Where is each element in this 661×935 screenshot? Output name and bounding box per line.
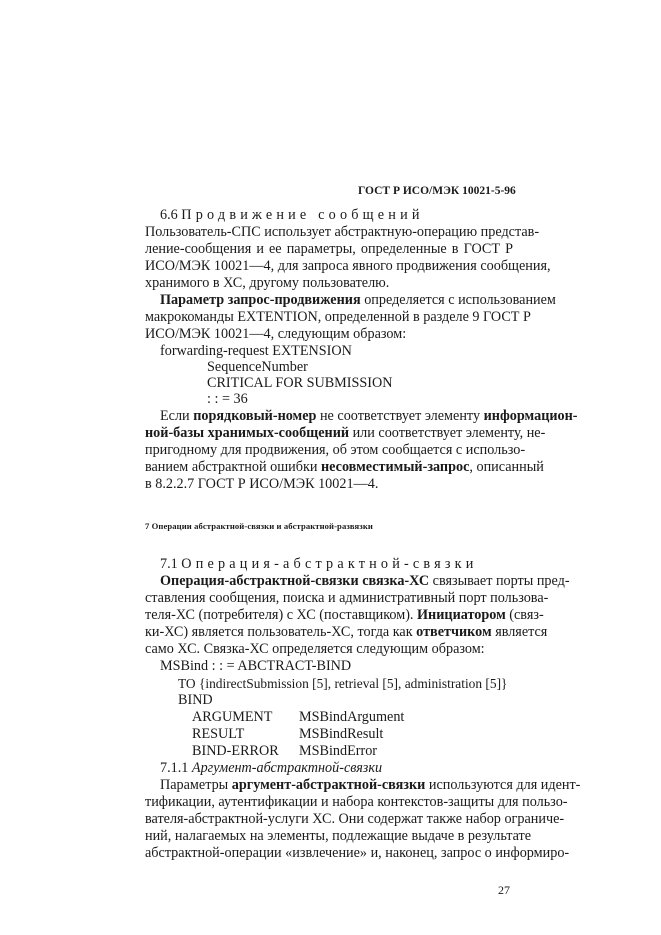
paragraph-line: Пользователь-СПС использует абстрактную-операцию представ- [145, 224, 540, 240]
paragraph-line: ной-базы хранимых-сообщений или соответствует элементу, не- [145, 425, 546, 441]
paragraph-line: Параметры аргумент-абстрактной-связки используются для идент- [160, 777, 581, 793]
paragraph-line: пригодному для продвижения, об этом сообщается с использо- [145, 442, 526, 458]
section-7-heading: 7 Операции абстрактной-связки и абстрактной-развязки [145, 521, 373, 531]
paragraph-line: абстрактной-операции «извлечение» и, наконец, запрос о информиро- [145, 845, 570, 861]
subsection-7-1-1-heading: 7.1.1 Аргумент-абстрактной-связки [160, 760, 383, 776]
section-7-1-heading: 7.1 Операция-абстрактной-связки [160, 556, 478, 572]
page-number: 27 [498, 883, 510, 897]
code-line: RESULT [192, 726, 245, 742]
paragraph-line: ИСО/МЭК 10021—4, следующим образом: [145, 326, 407, 342]
code-line: MSBindArgument [299, 709, 405, 725]
paragraph-line: тификации, аутентификации и набора контекстов-защиты для пользо- [145, 794, 568, 810]
code-line: : : = 36 [207, 391, 248, 407]
paragraph-line: ний, налагаемых на элементы, подлежащие выдаче в результате [145, 828, 532, 844]
code-line: BIND-ERROR [192, 743, 279, 759]
code-line: CRITICAL FOR SUBMISSION [207, 375, 393, 391]
code-line: ARGUMENT [192, 709, 273, 725]
paragraph-line: хранимого в ХС, другому пользователю. [145, 275, 390, 291]
paragraph-line: вателя-абстрактной-услуги ХС. Они содержат также набор ограниче- [145, 811, 565, 827]
code-line: BIND [178, 692, 213, 708]
paragraph-line: Операция-абстрактной-связки связка-ХС связывает порты пред- [160, 573, 570, 589]
code-line: TO {indirectSubmission [5], retrieval [5], administration [5]} [178, 676, 508, 691]
paragraph-line: Если порядковый-номер не соответствует элементу информацион- [160, 408, 578, 424]
paragraph-line: ки-ХС) является пользователь-ХС, тогда как ответчиком является [145, 624, 548, 640]
paragraph-line: ление-сообщения и ее параметры, определенные в ГОСТ Р [145, 241, 513, 257]
code-line: MSBindError [299, 743, 378, 759]
paragraph-line: ставления сообщения, поиска и административный порт пользова- [145, 590, 549, 606]
code-line: MSBind : : = ABCTRACT-BIND [160, 658, 352, 674]
paragraph-line: Параметр запрос-продвижения определяется с использованием [160, 292, 556, 308]
code-line: MSBindResult [299, 726, 384, 742]
code-line: forwarding-request EXTENSION [160, 343, 352, 359]
paragraph-line: макрокоманды EXTENTION, определенной в разделе 9 ГОСТ Р [145, 309, 531, 325]
running-header: ГОСТ Р ИСО/МЭК 10021-5-96 [358, 185, 516, 197]
paragraph-line: ИСО/МЭК 10021—4, для запроса явного продвижения сообщения, [145, 258, 551, 274]
section-6-6-heading: 6.6 Продвижение сообщений [160, 207, 424, 223]
paragraph-line: ванием абстрактной ошибки несовместимый-запрос, описанный [145, 459, 544, 475]
paragraph-line: само ХС. Связка-ХС определяется следующим образом: [145, 641, 485, 657]
paragraph-line: теля-ХС (потребителя) с ХС (поставщиком). Инициатором (связ- [145, 607, 544, 623]
code-line: SequenceNumber [207, 359, 308, 375]
paragraph-line: в 8.2.2.7 ГОСТ Р ИСО/МЭК 10021—4. [145, 476, 379, 492]
